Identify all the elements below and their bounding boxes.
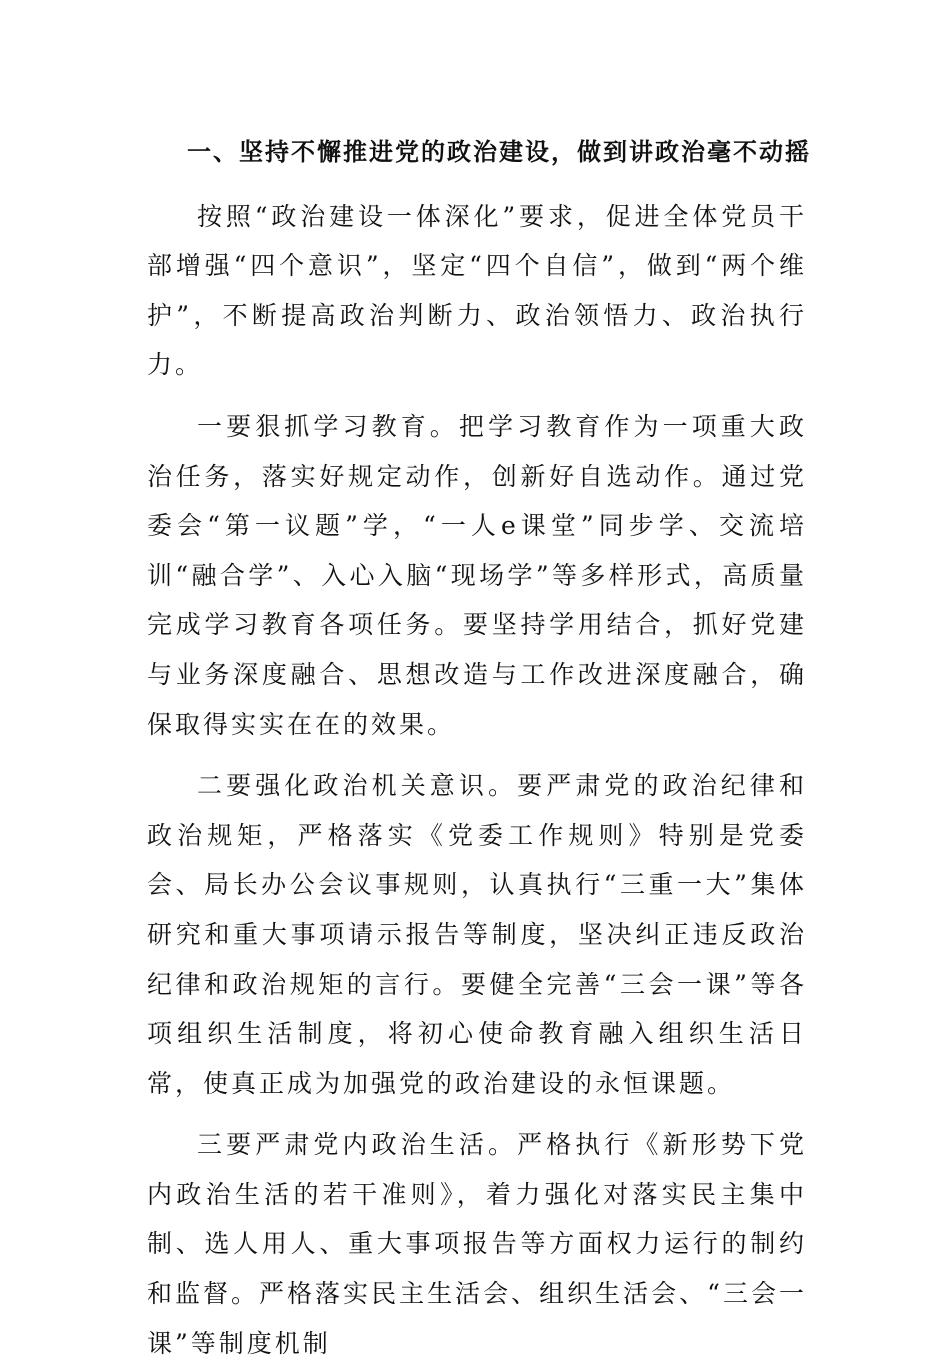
paragraph-intro: 按照“政治建设一体深化”要求，促进全体党员干部增强“四个意识”，坚定“四个自信”，做到“两个维护”，不断提高政治判断力、政治领悟力、政治执行力。 (147, 201, 807, 380)
section-heading: 一、坚持不懈推进党的政治建设，做到讲政治毫不动摇 (187, 138, 811, 166)
paragraph-inner-party-political-life: 三要严肃党内政治生活。严格执行《新形势下党内政治生活的若干准则》，着力强化对落实民主集中制、选人用人、重大事项报告等方面权力运行的制约和监督。严格落实民主生活会、组织生活会、“三会一课”等制度机制 (147, 1130, 807, 1358)
paragraph-study-education: 一要狠抓学习教育。把学习教育作为一项重大政治任务，落实好规定动作，创新好自选动作。通过党委会“第一议题”学，“一人e课堂”同步学、交流培训“融合学”、入心入脑“现场学”等多样形式，高质量完成学习教育各项任务。要坚持学用结合，抓好党建与业务深度融合、思想改造与工作改进深度融合，确保取得实实在在的效果。 (147, 411, 807, 739)
document-body (147, 128, 811, 1368)
paragraph-political-organ-awareness: 二要强化政治机关意识。要严肃党的政治纪律和政治规矩，严格落实《党委工作规则》特别是党委会、局长办公会议事规则，认真执行“三重一大”集体研究和重大事项请示报告等制度，坚决纠正违反政治纪律和政治规矩的言行。要健全完善“三会一课”等各项组织生活制度，将初心使命教育融入组织生活日常，使真正成为加强党的政治建设的永恒课题。 (147, 771, 807, 1098)
